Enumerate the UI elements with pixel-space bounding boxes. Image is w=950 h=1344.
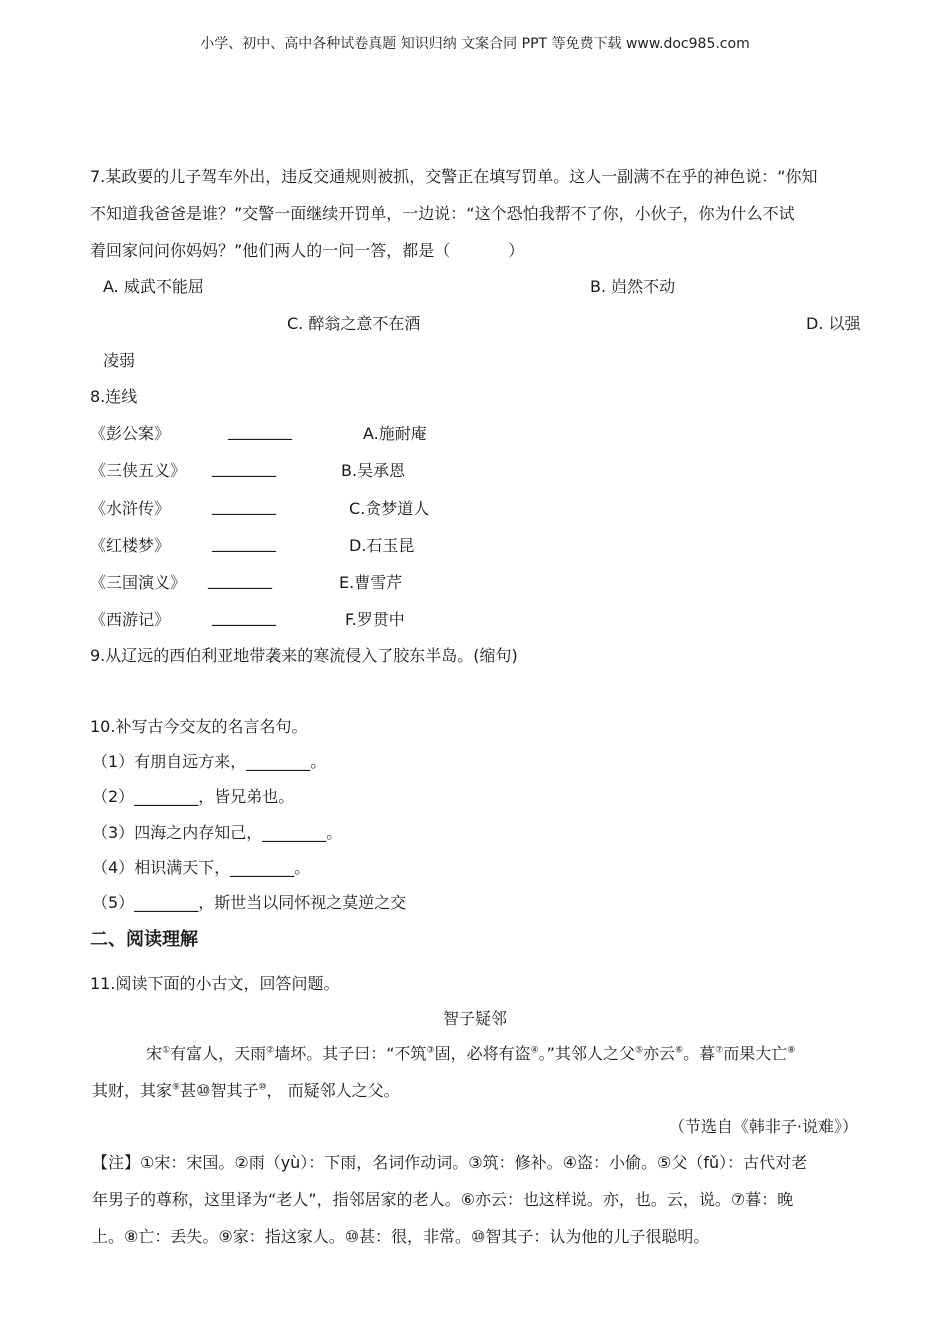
q8-author-f: F.罗贯中 xyxy=(345,610,405,629)
q10-item-2: （2）________，皆兄弟也。 xyxy=(92,787,295,806)
notes-line-1: 【注】①宋：宋国。②雨（yù）：下雨，名词作动词。③筑：修补。④盗：小偷。⑤父（fǔ）：古代对老 xyxy=(92,1153,808,1172)
passage-title: 智子疑邻 xyxy=(442,1009,507,1028)
q8-book-4: 《红楼梦》 xyxy=(90,536,171,555)
passage-paragraph-line-2: 其财，其家⑨甚⑩智其子⑩， 而疑邻人之父。 xyxy=(92,1081,400,1100)
q7-option-d-continued: 凌弱 xyxy=(103,351,136,370)
q11-intro: 11.阅读下面的小古文，回答问题。 xyxy=(90,974,340,993)
q7-paren-close: ） xyxy=(508,241,525,260)
q10-blank-3[interactable]: ________ xyxy=(262,823,327,842)
q8-blank-6[interactable]: ________ xyxy=(212,607,276,626)
q8-blank-1[interactable]: ________ xyxy=(228,421,292,440)
q10-blank-5[interactable]: ________ xyxy=(134,893,199,912)
q8-blank-3[interactable]: ________ xyxy=(212,496,276,515)
q7-line-2: 不知道我爸爸是谁？”交警一面继续开罚单，一边说：“这个恐怕我帮不了你，小伙子，你为什么不试 xyxy=(90,204,795,223)
notes-line-2: 年男子的尊称，这里译为“老人”，指邻居家的老人。⑥亦云：也这样说。亦，也。云，说。⑦暮：晚 xyxy=(92,1190,794,1209)
q10-blank-2[interactable]: ________ xyxy=(134,787,199,806)
q8-author-e: E.曹雪芹 xyxy=(339,573,403,592)
notes-line-3: 上。⑧亡：丢失。⑨家：指这家人。⑩甚：很，非常。⑩智其子：认为他的儿子很聪明。 xyxy=(92,1227,710,1246)
q10-item-5: （5）________，斯世当以同怀视之莫逆之交 xyxy=(92,893,407,912)
q8-book-1: 《彭公案》 xyxy=(90,424,171,443)
q7-line-1: 7.某政要的儿子驾车外出，违反交通规则被抓，交警正在填写罚单。这人一副满不在乎的神色说：“你知 xyxy=(90,167,818,186)
q7-line-3 xyxy=(90,238,524,261)
q8-author-c: C.贪梦道人 xyxy=(349,499,430,518)
q7-option-d[interactable]: D. 以强 xyxy=(806,314,861,333)
q8-blank-5[interactable]: ________ xyxy=(208,570,272,589)
q8-book-2: 《三侠五义》 xyxy=(90,461,187,480)
q10-item-3: （3）四海之内存知己，________。 xyxy=(92,823,343,842)
q8-author-b: B.吴承恩 xyxy=(341,461,406,480)
q7-option-c[interactable]: C. 醉翁之意不在酒 xyxy=(287,314,421,333)
q10-item-4: （4）相识满天下，________。 xyxy=(92,858,311,877)
q8-blank-4[interactable]: ________ xyxy=(212,533,276,552)
passage-paragraph-line-1: 宋①有富人，天雨②墙坏。其子曰：“不筑③固，必将有盗④。”其邻人之父⑤亦云⑥。暮⑦而果大亡⑧ xyxy=(146,1044,796,1063)
q7-option-a[interactable]: A. 威武不能屈 xyxy=(103,277,204,296)
q8-title: 8.连线 xyxy=(90,387,138,406)
q10-blank-1[interactable]: ________ xyxy=(246,752,311,771)
q7-option-b[interactable]: B. 岿然不动 xyxy=(590,277,676,296)
q7-stem-end: 着回家问问你妈妈？”他们两人的一问一答，都是（ xyxy=(90,241,451,260)
page-header: 小学、初中、高中各种试卷真题 知识归纳 文案合同 PPT 等免费下载 www.doc985.com xyxy=(200,36,750,52)
q8-author-a: A.施耐庵 xyxy=(363,424,427,443)
q9-text: 9.从辽远的西伯利亚地带袭来的寒流侵入了胶东半岛。(缩句) xyxy=(90,646,518,665)
q8-blank-2[interactable]: ________ xyxy=(212,458,276,477)
q8-author-d: D.石玉昆 xyxy=(349,536,415,555)
q8-book-3: 《水浒传》 xyxy=(90,499,171,518)
q8-book-5: 《三国演义》 xyxy=(90,573,187,592)
q10-item-1: （1）有朋自远方来，________。 xyxy=(92,752,327,771)
passage-source: （节选自《韩非子·说难》） xyxy=(668,1117,858,1136)
q8-book-6: 《西游记》 xyxy=(90,610,171,629)
q10-title: 10.补写古今交友的名言名句。 xyxy=(90,717,308,736)
q10-blank-4[interactable]: ________ xyxy=(230,858,295,877)
section-heading-reading: 二、阅读理解 xyxy=(90,929,198,950)
